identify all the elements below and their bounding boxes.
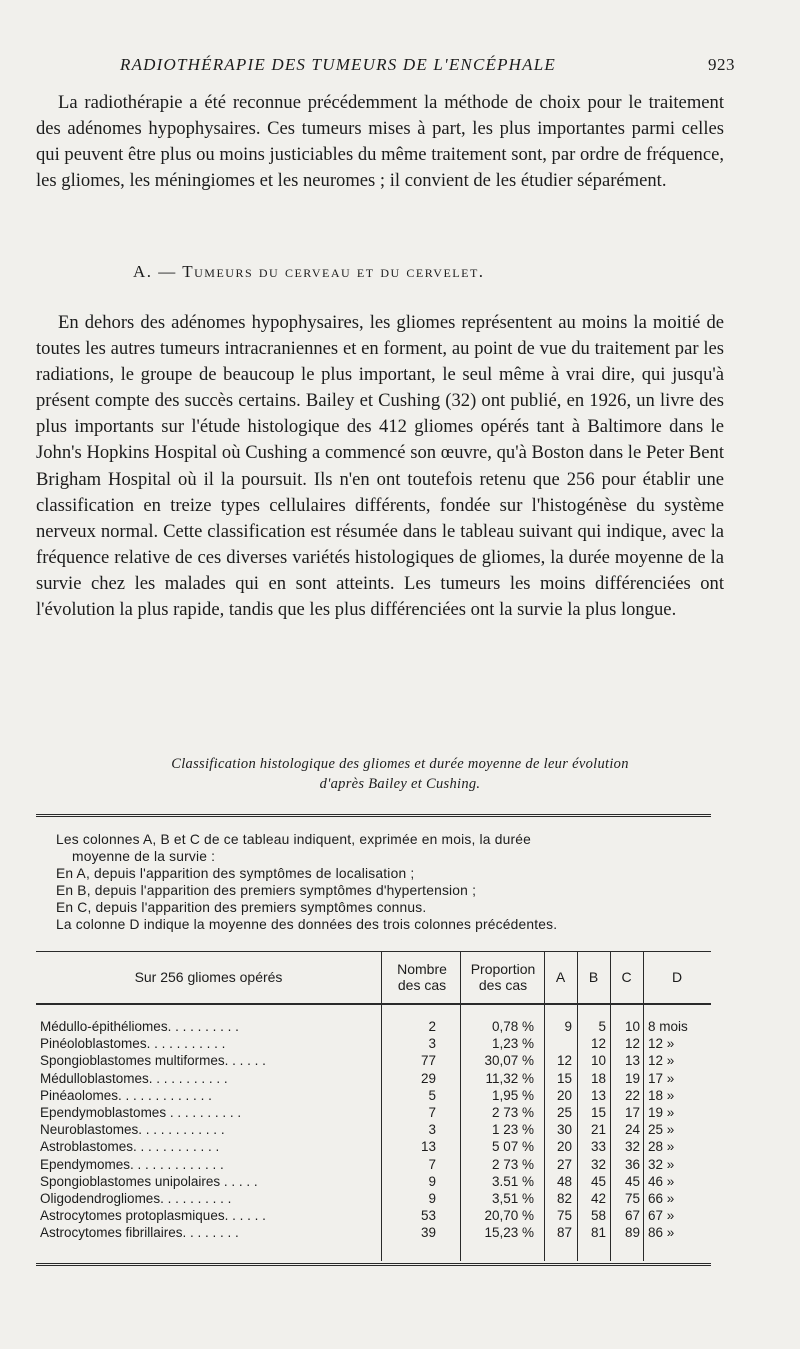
cell-a: 82	[556, 1191, 572, 1206]
cell-a: 30	[556, 1122, 572, 1138]
glioma-table	[36, 814, 711, 1266]
cell-a: 25	[556, 1105, 572, 1120]
cell-name: Astrocytomes protoplasmiques. . . . . .	[40, 1208, 266, 1224]
cell-c: 45	[624, 1173, 640, 1189]
cell-b: 33	[590, 1139, 606, 1155]
cell-nombre: 7	[428, 1105, 436, 1120]
cell-a: 87	[556, 1225, 572, 1241]
cell-name: Oligodendrogliomes. . . . . . . . . .	[40, 1191, 232, 1206]
cell-b: 5	[598, 1019, 606, 1034]
cell-name: Ependymomes. . . . . . . . . . . . .	[40, 1156, 224, 1172]
cell-d: 25 »	[648, 1122, 675, 1138]
cell-b: 32	[590, 1156, 606, 1172]
header-proportion: Proportion des cas	[470, 961, 536, 993]
cell-b: 10	[590, 1053, 606, 1069]
cell-c: 75	[624, 1191, 640, 1206]
header-c: C	[621, 969, 632, 985]
cell-proportion: 2 73 %	[491, 1105, 534, 1120]
cell-proportion: 3,51 %	[491, 1191, 534, 1206]
note-line: Les colonnes A, B et C de ce tableau indiquent, exprimée en mois, la durée	[56, 832, 531, 847]
cell-nombre: 29	[420, 1070, 436, 1086]
cell-b: 18	[590, 1070, 606, 1086]
caption-line-1: Classification histologique des gliomes et durée moyenne de leur évolution	[171, 756, 629, 772]
cell-c: 22	[624, 1087, 640, 1103]
cell-b: 21	[590, 1122, 606, 1138]
cell-name: Médulloblastomes. . . . . . . . . . .	[40, 1070, 228, 1086]
cell-nombre: 9	[428, 1173, 436, 1189]
cell-nombre: 39	[420, 1225, 436, 1241]
table-row	[36, 1122, 711, 1138]
table-row	[36, 1036, 711, 1052]
cell-b: 12	[590, 1036, 606, 1052]
cell-c: 36	[624, 1156, 640, 1172]
cell-d: 66 »	[648, 1191, 675, 1206]
note-line: moyenne de la survie :	[72, 849, 216, 864]
cell-d: 67 »	[648, 1208, 675, 1224]
cell-c: 89	[624, 1225, 640, 1241]
cell-b: 81	[590, 1225, 606, 1241]
caption-line-2: d'après Bailey et Cushing.	[319, 776, 481, 792]
cell-b: 13	[590, 1087, 606, 1103]
cell-proportion: 11,32 %	[485, 1070, 534, 1086]
cell-name: Astrocytomes fibrillaires. . . . . . . .	[40, 1225, 239, 1241]
table-row	[36, 1157, 711, 1173]
running-title: RADIOTHÉRAPIE DES TUMEURS DE L'ENCÉPHALE	[120, 55, 556, 74]
cell-name: Spongioblastomes multiformes. . . . . .	[40, 1053, 266, 1069]
header-divider	[36, 1003, 711, 1005]
header-d: D	[671, 969, 683, 985]
table-row	[36, 1208, 711, 1224]
cell-a: 75	[556, 1208, 572, 1224]
header-a: A	[555, 969, 566, 985]
table-row	[36, 1088, 711, 1104]
cell-a: 15	[556, 1070, 572, 1086]
table-row	[36, 1053, 711, 1069]
cell-name: Neuroblastomes. . . . . . . . . . . .	[40, 1122, 225, 1138]
cell-proportion: 2 73 %	[491, 1156, 534, 1172]
section-heading	[133, 262, 485, 282]
cell-proportion: 0,78 %	[491, 1019, 534, 1034]
cell-name: Médullo-épithéliomes. . . . . . . . . .	[40, 1019, 239, 1034]
cell-a: 20	[556, 1139, 572, 1155]
cell-proportion: 3.51 %	[491, 1173, 534, 1189]
note-line: La colonne D indique la moyenne des données des trois colonnes précédentes.	[56, 917, 558, 932]
section-number: A. —	[133, 262, 177, 281]
table-row	[36, 1071, 711, 1087]
cell-nombre: 7	[428, 1156, 436, 1172]
table-caption	[80, 754, 720, 794]
table-row	[36, 1139, 711, 1155]
cell-nombre: 9	[428, 1191, 436, 1206]
running-head	[120, 55, 735, 75]
cell-b: 45	[590, 1173, 606, 1189]
note-line: En C, depuis l'apparition des premiers symptômes connus.	[56, 900, 427, 915]
table-notes	[56, 831, 704, 933]
cell-d: 12 »	[648, 1036, 675, 1052]
cell-name: Pinéoloblastomes. . . . . . . . . . .	[40, 1036, 226, 1052]
cell-c: 13	[624, 1053, 640, 1069]
cell-proportion: 30,07 %	[484, 1053, 534, 1069]
cell-a: 48	[556, 1173, 572, 1189]
cell-c: 12	[624, 1036, 640, 1052]
cell-proportion: 1,95 %	[491, 1087, 534, 1103]
cell-d: 86 »	[648, 1225, 675, 1241]
cell-a: 27	[556, 1156, 572, 1172]
cell-proportion: 20,70 %	[484, 1208, 534, 1224]
cell-name: Spongioblastomes unipolaires . . . . .	[40, 1173, 258, 1189]
cell-b: 58	[590, 1208, 606, 1224]
cell-nombre: 53	[420, 1208, 436, 1224]
table-row	[36, 1105, 711, 1121]
table-row	[36, 1174, 711, 1190]
cell-name: Ependymoblastomes . . . . . . . . . .	[40, 1105, 242, 1120]
cell-c: 19	[624, 1070, 640, 1086]
page-number: 923	[708, 55, 735, 74]
header-nombre: Nombre des cas	[397, 961, 447, 993]
cell-nombre: 77	[420, 1053, 436, 1069]
header-b: B	[588, 969, 599, 985]
cell-c: 32	[624, 1139, 640, 1155]
cell-d: 46 »	[648, 1173, 675, 1189]
cell-c: 17	[624, 1105, 640, 1120]
cell-nombre: 3	[428, 1036, 436, 1052]
note-line: En B, depuis l'apparition des premiers symptômes d'hypertension ;	[56, 883, 477, 898]
cell-d: 28 »	[648, 1139, 675, 1155]
note-line: En A, depuis l'apparition des symptômes de localisation ;	[56, 866, 415, 881]
cell-nombre: 5	[428, 1087, 436, 1103]
cell-d: 32 »	[648, 1156, 675, 1172]
cell-nombre: 2	[428, 1019, 436, 1034]
cell-name: Astroblastomes. . . . . . . . . . . .	[40, 1139, 220, 1155]
cell-a: 20	[556, 1087, 572, 1103]
cell-d: 8 mois	[648, 1019, 688, 1034]
header-name: Sur 256 gliomes opérés	[134, 969, 283, 985]
section-title: Tumeurs du cerveau et du cervelet.	[182, 262, 485, 281]
cell-a: 9	[564, 1019, 572, 1034]
cell-proportion: 1,23 %	[491, 1036, 534, 1052]
cell-name: Pinéaolomes. . . . . . . . . . . . .	[40, 1087, 212, 1103]
cell-c: 24	[624, 1122, 640, 1138]
cell-d: 12 »	[648, 1053, 675, 1069]
cell-b: 42	[590, 1191, 606, 1206]
cell-b: 15	[590, 1105, 606, 1120]
cell-d: 18 »	[648, 1087, 675, 1103]
cell-c: 10	[624, 1019, 640, 1034]
cell-proportion: 5 07 %	[491, 1139, 534, 1155]
table-row	[36, 1191, 711, 1207]
main-paragraph: En dehors des adénomes hypophysaires, les gliomes représentent au moins la moitié de toutes les autres tumeurs intracraniennes et en forment, au point de vue du traitement par les radiations, le groupe de beaucoup le plus important, le seul même à vrai dire, qui jusqu'à présent compte des succès certains. Bailey et Cushing (32) ont publié, en 1926, un livre des plus importants sur l'étude histologique des 412 gliomes opérés tant à Baltimore dans le John's Hopkins Hospital où Cushing a commencé son œuvre, qu'à Boston dans le Peter Bent Brigham Hospital où il la poursuit. Ils n'en ont toutefois retenu que 256 pour établir une classification en treize types cellulaires différents, fondée sur l'histogénèse du système nerveux normal. Cette classification est résumée dans le tableau suivant qui indique, avec la fréquence relative de ces diverses variétés histologiques de gliomes, la durée moyenne de la survie chez les malades qui en sont atteints. Les tumeurs les moins différenciées ont l'évolution la plus rapide, tandis que les plus différenciées ont la survie la plus longue.	[36, 312, 724, 621]
table-row	[36, 1225, 711, 1241]
table-row	[36, 1019, 711, 1035]
cell-proportion: 15,23 %	[484, 1225, 534, 1241]
cell-nombre: 13	[420, 1139, 436, 1155]
cell-d: 17 »	[648, 1070, 675, 1086]
intro-paragraph: La radiothérapie a été reconnue précédemment la méthode de choix pour le traitement des adénomes hypophysaires. Ces tumeurs mises à part, les plus importantes parmi celles qui peuvent être plus ou moins justiciables du même traitement sont, par ordre de fréquence, les gliomes, les méningiomes et les neuromes ; il convient de les étudier séparément.	[36, 92, 724, 192]
cell-proportion: 1 23 %	[491, 1122, 534, 1138]
cell-a: 12	[556, 1053, 572, 1069]
cell-c: 67	[624, 1208, 640, 1224]
cell-d: 19 »	[648, 1105, 675, 1120]
cell-nombre: 3	[428, 1122, 436, 1138]
